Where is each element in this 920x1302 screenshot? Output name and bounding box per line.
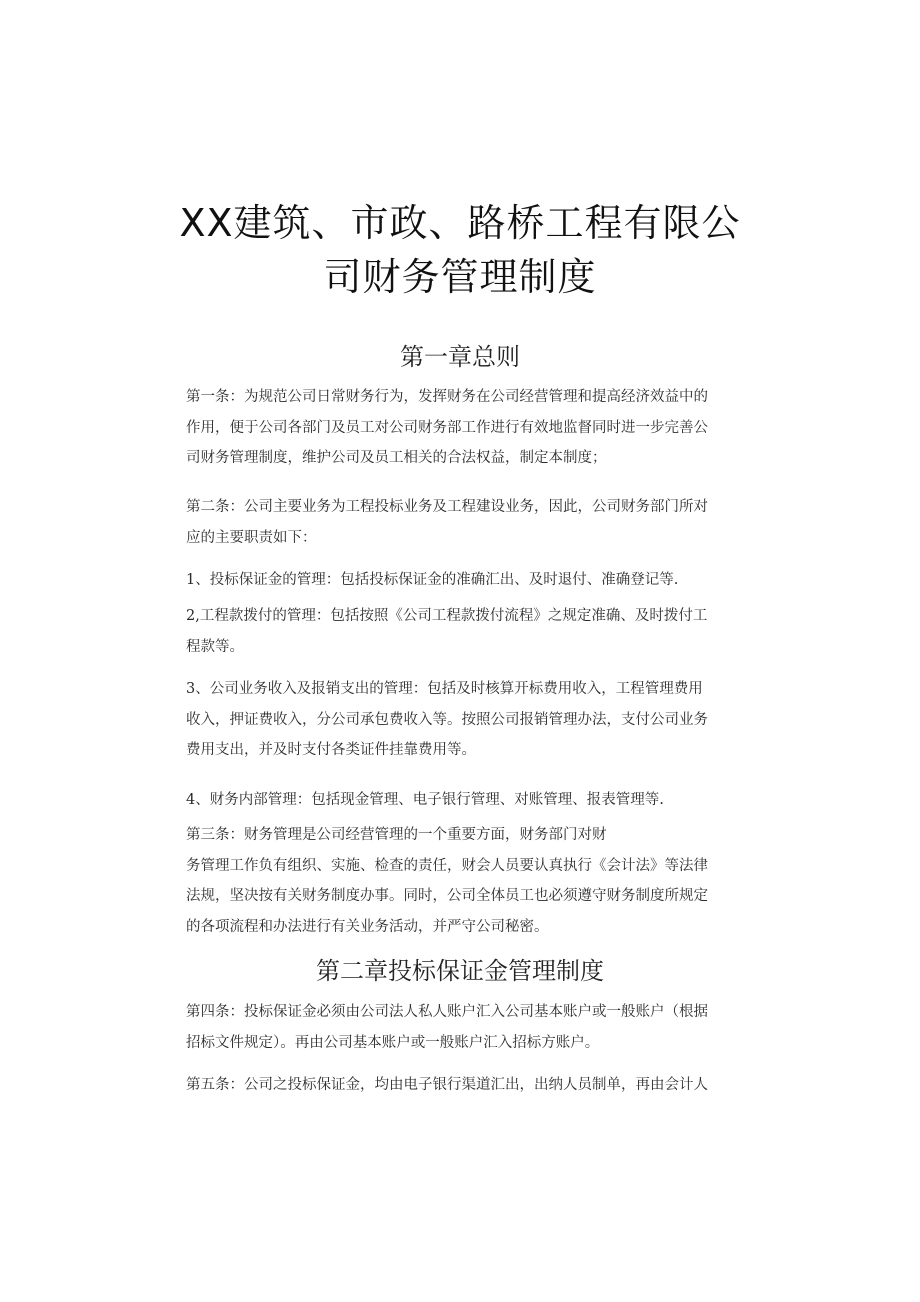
text-line: 司财务管理制度，维护公司及员工相关的合法权益，制定本制度； <box>186 450 607 466</box>
chapter-heading-1: 第一章总则 <box>400 343 520 371</box>
text-line: 第一条：为规范公司日常财务行为，发挥财务在公司经营管理和提高经济效益中的 <box>186 389 708 405</box>
document-title-line-2: 司财务管理制度 <box>323 255 597 299</box>
text-line: 第二条：公司主要业务为工程投标业务及工程建设业务，因此，公司财务部门所对 <box>186 499 708 515</box>
paragraph-article-2 <box>186 492 746 553</box>
paragraph-item-4 <box>186 785 746 816</box>
text-line: 第四条：投标保证金必须由公司法人私人账户汇入公司基本账户或一般账户（根据 <box>186 1004 708 1020</box>
text-line: 作用，便于公司各部门及员工对公司财务部工作进行有效地监督同时进一步完善公 <box>186 419 708 436</box>
paragraph-article-4 <box>186 997 746 1058</box>
paragraph-item-3 <box>186 674 746 766</box>
text-line: 第三条：财务管理是公司经营管理的一个重要方面，财务部门对财 <box>186 827 607 843</box>
text-line: 第五条：公司之投标保证金，均由电子银行渠道汇出，出纳人员制单，再由会计人 <box>186 1077 708 1093</box>
text-line: 务管理工作负有组织、实施、检查的责任，财会人员要认真执行《会计法》等法律 <box>186 857 708 874</box>
text-line: 程款等。 <box>186 638 244 655</box>
text-line: 法规，坚决按有关财务制度办事。同时，公司全体员工也必须遵守财务制度所规定 <box>186 888 708 904</box>
text-line: 费用支出，并及时支付各类证件挂靠费用等。 <box>186 742 476 758</box>
text-line: 收入，押证费收入，分公司承包费收入等。按照公司报销管理办法，支付公司业务 <box>186 711 708 728</box>
text-line: 应的主要职责如下： <box>186 529 317 546</box>
text-line: 4、财务内部管理：包括现金管理、电子银行管理、对账管理、报表管理等. <box>186 792 664 808</box>
paragraph-item-2 <box>186 601 746 662</box>
chapter-heading-2: 第二章投标保证金管理制度 <box>316 957 604 985</box>
document-title-line-1: XX建筑、市政、路桥工程有限公 <box>179 201 741 245</box>
paragraph-article-1 <box>186 382 746 474</box>
text-line: 的各项流程和办法进行有关业务活动，并严守公司秘密。 <box>186 918 549 935</box>
paragraph-article-3 <box>186 820 746 942</box>
document-title <box>150 196 770 304</box>
paragraph-article-5 <box>186 1070 746 1101</box>
text-line: 2,工程款拨付的管理：包括按照《公司工程款拨付流程》之规定准确、及时拨付工 <box>186 608 708 624</box>
text-line: 招标文件规定）。再由公司基本账户或一般账户汇入招标方账户。 <box>186 1034 600 1051</box>
text-line: 3、公司业务收入及报销支出的管理：包括及时核算开标费用收入，工程管理费用 <box>186 681 703 697</box>
text-line: 1、投标保证金的管理：包括投标保证金的准确汇出、及时退付、准确登记等. <box>186 572 679 588</box>
paragraph-item-1 <box>186 565 746 596</box>
